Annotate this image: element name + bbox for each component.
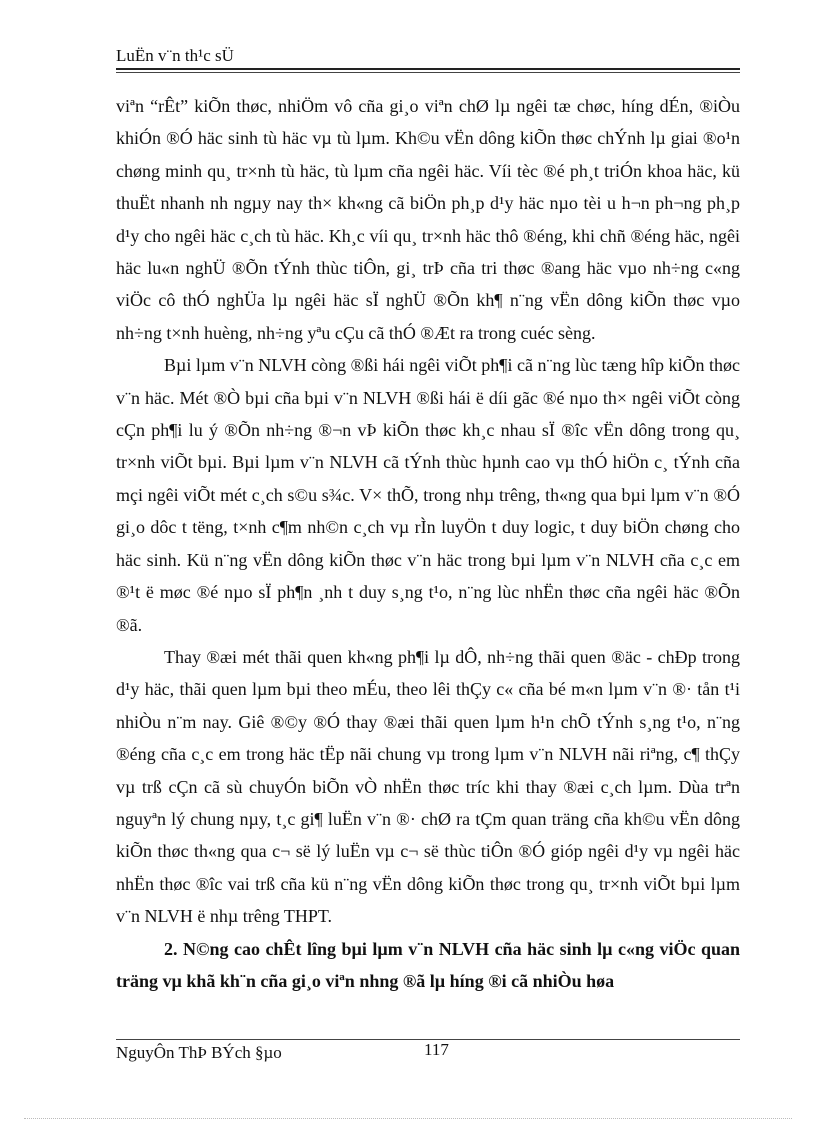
paragraph-1: viªn “rÊt” kiÕn thøc, nhiÖm vô cña gi¸o viªn chØ lµ ngêi tæ chøc, híng dÉn, ®iÒu khiÓn ®Ó häc sinh tù häc vµ tù lµm. Kh©u vËn dông kiÕn thøc chÝnh lµ giai ®o¹n chøng minh qu¸ tr×nh tù häc, tù lµm cña ngêi häc. Víi tèc ®é ph¸t triÓn khoa häc, kü thuËt nhanh nh ngµy nay th× kh«ng cã biÖn ph¸p d¹y häc nµo tèi u h¬n ph¬ng ph¸p d¹y cho ngêi häc c¸ch tù häc. Kh¸c víi qu¸ tr×nh häc thô ®éng, khi chñ ®éng häc, ngêi häc lu«n nghÜ ®Õn tÝnh thùc tiÔn, gi¸ trÞ cña tri thøc ®ang häc vµo nh÷ng c«ng viÖc cô thÓ nghÜa lµ ngêi häc sÏ nghÜ ®Õn kh¶ n¨ng vËn dông kiÕn thøc vµo nh÷ng t×nh huèng, nh÷ng yªu cÇu cã thÓ ®Æt ra trong cuéc sèng. bbox=[116, 96, 740, 343]
document-body bbox=[116, 90, 740, 997]
header-rule bbox=[116, 68, 740, 70]
paragraph-4-heading: 2. N©ng cao chÊt lîng bµi lµm v¨n NLVH cña häc sinh lµ c«ng viÖc quan träng vµ khã kh¨n cña gi¸o viªn nhng ®ã lµ híng ®i cã nhiÒu høa bbox=[116, 938, 740, 991]
page-header: LuËn v¨n th¹c sÜ bbox=[116, 46, 234, 65]
footer-author: NguyÔn ThÞ BÝch §µo bbox=[116, 1043, 282, 1062]
paragraph-2: Bµi lµm v¨n NLVH còng ®ßi hái ngêi viÕt ph¶i cã n¨ng lùc tæng hîp kiÕn thøc v¨n häc. Mét ®Ò bµi cña bµi v¨n NLVH ®ßi hái ë díi gãc ®é nµo th× ngêi viÕt còng cÇn ph¶i lu ý ®Õn nh÷ng ®¬n vÞ kiÕn thøc kh¸c nhau sÏ ®îc vËn dông trong qu¸ tr×nh viÕt bµi. Bµi lµm v¨n NLVH cã tÝnh thùc hµnh cao vµ thÓ hiÖn c¸ tÝnh cña mçi ngêi viÕt mét c¸ch s©u s¾c. V× thÕ, trong nhµ trêng, th«ng qua bµi lµm v¨n ®Ó gi¸o dôc t tëng, t×nh c¶m nh©n c¸ch vµ rÌn luyÖn t duy logic, t duy biÖn chøng cho häc sinh. Kü n¨ng vËn dông kiÕn thøc v¨n häc trong bµi lµm v¨n NLVH cña c¸c em ®¹t ë møc ®é nµo sÏ ph¶n ¸nh t duy s¸ng t¹o, n¨ng lùc nhËn thøc cña ngêi häc ®Õn ®ã. bbox=[116, 355, 740, 635]
page-edge-dots bbox=[24, 1118, 792, 1119]
header-rule-thin bbox=[116, 72, 740, 73]
page-number: 117 bbox=[424, 1040, 449, 1059]
paragraph-3: Thay ®æi mét thãi quen kh«ng ph¶i lµ dÔ, nh÷ng thãi quen ®äc - chÐp trong d¹y häc, thãi quen lµm bµi theo mÉu, theo lêi thÇy c« cña bé m«n lµm v¨n ®· tån t¹i nhiÒu n¨m nay. Giê ®©y ®Ó thay ®æi thãi quen lµm h¹n chÕ tÝnh s¸ng t¹o, n¨ng ®éng cña c¸c em trong häc tËp nãi chung vµ trong lµm v¨n NLVH nãi riªng, c¶ thÇy vµ trß cÇn cã sù chuyÓn biÕn vÒ nhËn thøc tríc khi thay ®æi c¸ch lµm. Dùa trªn nguyªn lý chung nµy, t¸c gi¶ luËn v¨n ®· chØ ra tÇm quan träng cña kh©u vËn dông kiÕn thøc th«ng qua c¬ së lý luËn vµ c¬ së thùc tiÔn ®Ó gióp ngêi d¹y vµ ngêi häc nhËn thøc ®îc vai trß cña kü n¨ng vËn dông kiÕn thøc trong qu¸ tr×nh viÕt bµi lµm v¨n NLVH ë nhµ trêng THPT. bbox=[116, 646, 740, 927]
